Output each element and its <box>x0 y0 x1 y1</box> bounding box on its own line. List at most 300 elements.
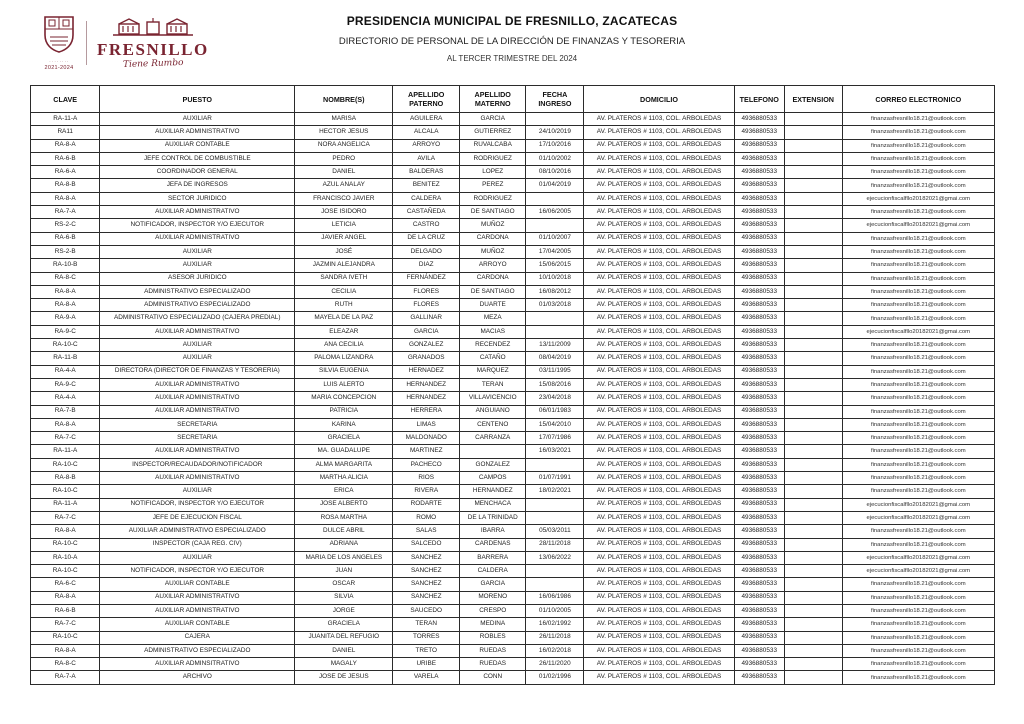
cell-extension <box>784 206 842 219</box>
cell-domicilio: AV. PLATEROS # 1103, COL. ARBOLEDAS <box>584 578 734 591</box>
cell-nombres: LETICIA <box>295 219 393 232</box>
cell-fecha-ingreso: 01/10/2005 <box>526 604 584 617</box>
cell-correo-electronico: finanzasfresnillo18.21@outlook.com <box>842 445 994 458</box>
cell-clave: RA-8-A <box>31 139 100 152</box>
cell-apellido-paterno: MALDONADO <box>393 432 460 445</box>
cell-fecha-ingreso: 16/06/2005 <box>526 206 584 219</box>
cell-domicilio: AV. PLATEROS # 1103, COL. ARBOLEDAS <box>584 458 734 471</box>
cell-clave: RA-8-A <box>31 192 100 205</box>
table-row <box>31 565 995 578</box>
cell-telefono: 4936880533 <box>734 206 784 219</box>
cell-correo-electronico: finanzasfresnillo18.21@outlook.com <box>842 312 994 325</box>
cell-puesto: JEFE CONTROL DE COMBUSTIBLE <box>100 152 295 165</box>
cell-domicilio: AV. PLATEROS # 1103, COL. ARBOLEDAS <box>584 166 734 179</box>
cell-apellido-materno: RUEDAS <box>459 658 526 671</box>
cell-fecha-ingreso: 26/11/2018 <box>526 631 584 644</box>
table-row <box>31 179 995 192</box>
table-row <box>31 378 995 391</box>
cell-apellido-materno: RUVALCABA <box>459 139 526 152</box>
table-row <box>31 578 995 591</box>
cell-fecha-ingreso: 24/10/2019 <box>526 126 584 139</box>
cell-apellido-materno: DE LA TRINIDAD <box>459 511 526 524</box>
cell-extension <box>784 365 842 378</box>
cell-puesto: ADMINISTRATIVO ESPECIALIZADO <box>100 299 295 312</box>
cell-telefono: 4936880533 <box>734 631 784 644</box>
table-row <box>31 312 995 325</box>
cell-domicilio: AV. PLATEROS # 1103, COL. ARBOLEDAS <box>584 472 734 485</box>
cell-extension <box>784 113 842 126</box>
cell-fecha-ingreso: 08/10/2016 <box>526 166 584 179</box>
cell-correo-electronico: ejecucionfiscalfllo20182021@gmai.com <box>842 219 994 232</box>
cell-clave: RA-8-A <box>31 418 100 431</box>
cell-fecha-ingreso: 13/11/2009 <box>526 339 584 352</box>
cell-correo-electronico: finanzasfresnillo18.21@outlook.com <box>842 245 994 258</box>
cell-correo-electronico: finanzasfresnillo18.21@outlook.com <box>842 578 994 591</box>
cell-extension <box>784 445 842 458</box>
cell-correo-electronico: finanzasfresnillo18.21@outlook.com <box>842 139 994 152</box>
cell-correo-electronico: finanzasfresnillo18.21@outlook.com <box>842 365 994 378</box>
cell-extension <box>784 658 842 671</box>
cell-apellido-materno: MUÑOZ <box>459 219 526 232</box>
cell-domicilio: AV. PLATEROS # 1103, COL. ARBOLEDAS <box>584 312 734 325</box>
cell-puesto: AUXILIAR ADMINISTRATIVO <box>100 445 295 458</box>
cell-nombres: MAYELA DE LA PAZ <box>295 312 393 325</box>
cell-apellido-paterno: PACHECO <box>393 458 460 471</box>
cell-extension <box>784 485 842 498</box>
cell-telefono: 4936880533 <box>734 245 784 258</box>
table-header <box>31 86 995 113</box>
cell-apellido-paterno: HERNANDEZ <box>393 392 460 405</box>
cell-apellido-paterno: GALLINAR <box>393 312 460 325</box>
cell-fecha-ingreso: 05/03/2011 <box>526 525 584 538</box>
cell-puesto: AUXILIAR ADMINISTRATIVO <box>100 206 295 219</box>
cell-telefono: 4936880533 <box>734 378 784 391</box>
cell-puesto: CAJERA <box>100 631 295 644</box>
cell-apellido-paterno: ROMO <box>393 511 460 524</box>
cell-puesto: AUXILIAR <box>100 551 295 564</box>
cell-apellido-materno: ANGUIANO <box>459 405 526 418</box>
cell-fecha-ingreso <box>526 192 584 205</box>
cell-apellido-materno: LOPEZ <box>459 166 526 179</box>
cell-fecha-ingreso <box>526 511 584 524</box>
cell-nombres: DULCE ABRIL <box>295 525 393 538</box>
table-row <box>31 365 995 378</box>
cell-clave: RA-6-C <box>31 578 100 591</box>
cell-clave: RA-7-A <box>31 671 100 684</box>
cell-apellido-materno: MUÑOZ <box>459 245 526 258</box>
cell-fecha-ingreso: 15/04/2010 <box>526 418 584 431</box>
cell-telefono: 4936880533 <box>734 392 784 405</box>
cell-fecha-ingreso: 26/11/2020 <box>526 658 584 671</box>
cell-apellido-paterno: DELGADO <box>393 245 460 258</box>
cell-fecha-ingreso <box>526 498 584 511</box>
cell-fecha-ingreso <box>526 325 584 338</box>
cell-nombres: PALOMA LIZANDRA <box>295 352 393 365</box>
cell-fecha-ingreso: 06/01/1983 <box>526 405 584 418</box>
column-header-apellido-paterno: APELLIDO PATERNO <box>393 86 460 113</box>
cell-extension <box>784 618 842 631</box>
cell-clave: RA-4-A <box>31 392 100 405</box>
cell-domicilio: AV. PLATEROS # 1103, COL. ARBOLEDAS <box>584 299 734 312</box>
cell-extension <box>784 245 842 258</box>
cell-puesto: ADMINISTRATIVO ESPECIALIZADO <box>100 285 295 298</box>
cell-puesto: AUXILIAR ADMINISTRATIVO ESPECIALIZADO <box>100 525 295 538</box>
cell-fecha-ingreso: 17/10/2016 <box>526 139 584 152</box>
cell-domicilio: AV. PLATEROS # 1103, COL. ARBOLEDAS <box>584 245 734 258</box>
table-row <box>31 525 995 538</box>
cell-nombres: MAGALY <box>295 658 393 671</box>
cell-apellido-paterno: SANCHEZ <box>393 591 460 604</box>
cell-extension <box>784 565 842 578</box>
cell-clave: RA-6-B <box>31 604 100 617</box>
cell-apellido-paterno: FERNÁNDEZ <box>393 272 460 285</box>
cell-puesto: ARCHIVO <box>100 671 295 684</box>
cell-domicilio: AV. PLATEROS # 1103, COL. ARBOLEDAS <box>584 206 734 219</box>
table-row <box>31 432 995 445</box>
table-row <box>31 498 995 511</box>
cell-clave: RA-7-C <box>31 432 100 445</box>
cell-domicilio: AV. PLATEROS # 1103, COL. ARBOLEDAS <box>584 604 734 617</box>
cell-apellido-materno: ROBLES <box>459 631 526 644</box>
cell-extension <box>784 166 842 179</box>
cell-apellido-materno: CALDERA <box>459 565 526 578</box>
cell-telefono: 4936880533 <box>734 418 784 431</box>
cell-clave: RA-8-B <box>31 179 100 192</box>
cell-apellido-paterno: VARELA <box>393 671 460 684</box>
table-body <box>31 113 995 685</box>
cell-correo-electronico: finanzasfresnillo18.21@outlook.com <box>842 232 994 245</box>
cell-domicilio: AV. PLATEROS # 1103, COL. ARBOLEDAS <box>584 631 734 644</box>
cell-domicilio: AV. PLATEROS # 1103, COL. ARBOLEDAS <box>584 339 734 352</box>
period-label: AL TERCER TRIMESTRE DEL 2024 <box>446 54 578 63</box>
cell-fecha-ingreso: 01/07/1991 <box>526 472 584 485</box>
cell-puesto: INSPECTOR/RECAUDADOR/NOTIFICADOR <box>100 458 295 471</box>
cell-clave: RA-10-A <box>31 551 100 564</box>
cell-apellido-paterno: RIOS <box>393 472 460 485</box>
cell-apellido-materno: RODRIGUEZ <box>459 152 526 165</box>
cell-extension <box>784 511 842 524</box>
cell-domicilio: AV. PLATEROS # 1103, COL. ARBOLEDAS <box>584 432 734 445</box>
cell-apellido-materno: RODRIGUEZ <box>459 192 526 205</box>
cell-nombres: MARTHA ALICIA <box>295 472 393 485</box>
cell-apellido-paterno: RIVERA <box>393 485 460 498</box>
cell-clave: RA-11-A <box>31 445 100 458</box>
cell-telefono: 4936880533 <box>734 604 784 617</box>
cell-clave: RA-4-A <box>31 365 100 378</box>
cell-clave: RA-7-B <box>31 405 100 418</box>
cell-clave: RA-10-C <box>31 458 100 471</box>
cell-clave: RA-6-A <box>31 166 100 179</box>
cell-fecha-ingreso: 28/11/2018 <box>526 538 584 551</box>
cell-puesto: INSPECTOR (CAJA REG. CIV) <box>100 538 295 551</box>
column-header-correo-electronico: CORREO ELECTRONICO <box>842 86 994 113</box>
cell-correo-electronico: finanzasfresnillo18.21@outlook.com <box>842 352 994 365</box>
cell-correo-electronico: finanzasfresnillo18.21@outlook.com <box>842 166 994 179</box>
cell-puesto: SECTOR JURIDICO <box>100 192 295 205</box>
table-row <box>31 259 995 272</box>
cell-puesto: JEFE DE EJECUCION FISCAL <box>100 511 295 524</box>
cell-fecha-ingreso: 10/10/2018 <box>526 272 584 285</box>
cell-apellido-paterno: ALCALA <box>393 126 460 139</box>
cell-extension <box>784 285 842 298</box>
cell-apellido-materno: CAMPOS <box>459 472 526 485</box>
column-header-puesto: PUESTO <box>100 86 295 113</box>
cell-apellido-materno: GARCIA <box>459 578 526 591</box>
cell-apellido-materno: MEDINA <box>459 618 526 631</box>
cell-telefono: 4936880533 <box>734 591 784 604</box>
cell-domicilio: AV. PLATEROS # 1103, COL. ARBOLEDAS <box>584 113 734 126</box>
cell-clave: RA-9-A <box>31 312 100 325</box>
cell-correo-electronico: finanzasfresnillo18.21@outlook.com <box>842 299 994 312</box>
cell-fecha-ingreso: 16/02/2018 <box>526 644 584 657</box>
cell-apellido-paterno: BALDERAS <box>393 166 460 179</box>
table-row <box>31 113 995 126</box>
cell-fecha-ingreso: 23/04/2018 <box>526 392 584 405</box>
cell-apellido-materno: RECENDEZ <box>459 339 526 352</box>
cell-nombres: JUANITA DEL REFUGIO <box>295 631 393 644</box>
cell-extension <box>784 671 842 684</box>
cell-puesto: NOTIFICADOR, INSPECTOR Y/O EJECUTOR <box>100 498 295 511</box>
cell-domicilio: AV. PLATEROS # 1103, COL. ARBOLEDAS <box>584 618 734 631</box>
cell-telefono: 4936880533 <box>734 658 784 671</box>
table-row <box>31 538 995 551</box>
cell-clave: RA-8-A <box>31 299 100 312</box>
cell-extension <box>784 472 842 485</box>
cell-apellido-materno: MACIAS <box>459 325 526 338</box>
cell-extension <box>784 352 842 365</box>
cell-domicilio: AV. PLATEROS # 1103, COL. ARBOLEDAS <box>584 378 734 391</box>
cell-fecha-ingreso: 03/11/1995 <box>526 365 584 378</box>
cell-extension <box>784 538 842 551</box>
cell-apellido-paterno: HERNADEZ <box>393 365 460 378</box>
cell-puesto: AUXILIAR <box>100 245 295 258</box>
document-header <box>0 14 1024 63</box>
cell-correo-electronico: finanzasfresnillo18.21@outlook.com <box>842 618 994 631</box>
cell-telefono: 4936880533 <box>734 339 784 352</box>
cell-fecha-ingreso: 16/02/1992 <box>526 618 584 631</box>
cell-correo-electronico: finanzasfresnillo18.21@outlook.com <box>842 525 994 538</box>
cell-domicilio: AV. PLATEROS # 1103, COL. ARBOLEDAS <box>584 671 734 684</box>
cell-fecha-ingreso: 13/06/2022 <box>526 551 584 564</box>
cell-extension <box>784 325 842 338</box>
page-subtitle: DIRECTORIO DE PERSONAL DE LA DIRECCIÓN DE FINANZAS Y TESORERIA <box>338 36 686 47</box>
cell-correo-electronico: finanzasfresnillo18.21@outlook.com <box>842 206 994 219</box>
cell-nombres: ELEAZAR <box>295 325 393 338</box>
cell-nombres: DANIEL <box>295 166 393 179</box>
cell-nombres: GRACIELA <box>295 432 393 445</box>
cell-extension <box>784 578 842 591</box>
cell-telefono: 4936880533 <box>734 498 784 511</box>
cell-nombres: JOSE ISIDORO <box>295 206 393 219</box>
brand-name: FRESNILLO <box>97 39 209 59</box>
cell-clave: RA-6-B <box>31 152 100 165</box>
cell-apellido-paterno: GARCIA <box>393 325 460 338</box>
cell-apellido-materno: CENTENO <box>459 418 526 431</box>
table-row <box>31 299 995 312</box>
cell-correo-electronico: ejecucionfiscalfllo20182021@gmai.com <box>842 551 994 564</box>
cell-puesto: SECRETARIA <box>100 418 295 431</box>
cell-apellido-materno: HERNANDEZ <box>459 485 526 498</box>
cell-telefono: 4936880533 <box>734 352 784 365</box>
header-row <box>31 86 995 113</box>
cell-nombres: MARISA <box>295 113 393 126</box>
cell-correo-electronico: finanzasfresnillo18.21@outlook.com <box>842 378 994 391</box>
cell-correo-electronico: finanzasfresnillo18.21@outlook.com <box>842 658 994 671</box>
cell-apellido-materno: CRESPO <box>459 604 526 617</box>
cell-apellido-materno: CARDONA <box>459 232 526 245</box>
cell-nombres: NORA ANGELICA <box>295 139 393 152</box>
cell-extension <box>784 378 842 391</box>
cell-fecha-ingreso: 15/08/2016 <box>526 378 584 391</box>
cell-domicilio: AV. PLATEROS # 1103, COL. ARBOLEDAS <box>584 525 734 538</box>
column-header-nombres: NOMBRE(S) <box>295 86 393 113</box>
cell-correo-electronico: finanzasfresnillo18.21@outlook.com <box>842 472 994 485</box>
cell-clave: RA-10-B <box>31 259 100 272</box>
cell-puesto: AUXILIAR ADMINISTRATIVO <box>100 378 295 391</box>
cell-correo-electronico: finanzasfresnillo18.21@outlook.com <box>842 285 994 298</box>
cell-puesto: AUXILIAR CONTABLE <box>100 139 295 152</box>
cell-fecha-ingreso: 17/04/2005 <box>526 245 584 258</box>
cell-extension <box>784 631 842 644</box>
cell-domicilio: AV. PLATEROS # 1103, COL. ARBOLEDAS <box>584 219 734 232</box>
cell-correo-electronico: ejecucionfiscalfllo20182021@gmai.com <box>842 498 994 511</box>
table-row <box>31 339 995 352</box>
cell-fecha-ingreso <box>526 219 584 232</box>
cell-clave: RA-7-A <box>31 206 100 219</box>
cell-extension <box>784 152 842 165</box>
cell-correo-electronico: finanzasfresnillo18.21@outlook.com <box>842 671 994 684</box>
cell-puesto: AUXILIAR ADMINISTRATIVO <box>100 405 295 418</box>
cell-nombres: CECILIA <box>295 285 393 298</box>
cell-telefono: 4936880533 <box>734 192 784 205</box>
cell-apellido-paterno: SALAS <box>393 525 460 538</box>
cell-clave: RS-2-C <box>31 219 100 232</box>
cell-nombres: JOSE DE JESUS <box>295 671 393 684</box>
cell-telefono: 4936880533 <box>734 405 784 418</box>
cell-fecha-ingreso: 01/10/2007 <box>526 232 584 245</box>
cell-correo-electronico: finanzasfresnillo18.21@outlook.com <box>842 485 994 498</box>
cell-nombres: JOSÉ <box>295 245 393 258</box>
cell-fecha-ingreso: 01/10/2002 <box>526 152 584 165</box>
cell-puesto: AUXILIAR <box>100 259 295 272</box>
cell-domicilio: AV. PLATEROS # 1103, COL. ARBOLEDAS <box>584 272 734 285</box>
cell-correo-electronico: finanzasfresnillo18.21@outlook.com <box>842 644 994 657</box>
cell-domicilio: AV. PLATEROS # 1103, COL. ARBOLEDAS <box>584 192 734 205</box>
column-header-fecha-ingreso: FECHA INGRESO <box>526 86 584 113</box>
cell-nombres: ANA CECILIA <box>295 339 393 352</box>
cell-telefono: 4936880533 <box>734 272 784 285</box>
cell-apellido-paterno: FLORES <box>393 299 460 312</box>
table-row <box>31 139 995 152</box>
table-row <box>31 644 995 657</box>
cell-puesto: AUXILIAR <box>100 352 295 365</box>
cell-telefono: 4936880533 <box>734 578 784 591</box>
table-row <box>31 392 995 405</box>
cell-extension <box>784 259 842 272</box>
cell-telefono: 4936880533 <box>734 618 784 631</box>
cell-extension <box>784 232 842 245</box>
cell-telefono: 4936880533 <box>734 432 784 445</box>
cell-extension <box>784 392 842 405</box>
table-row <box>31 472 995 485</box>
cell-extension <box>784 405 842 418</box>
cell-nombres: SILVIA EUGENIA <box>295 365 393 378</box>
cell-apellido-paterno: ARROYO <box>393 139 460 152</box>
brand-slogan: Tiene Rumbo <box>122 57 184 70</box>
cell-apellido-paterno: TERAN <box>393 618 460 631</box>
cell-nombres: OSCAR <box>295 578 393 591</box>
cell-extension <box>784 432 842 445</box>
cell-telefono: 4936880533 <box>734 312 784 325</box>
cell-clave: RA-8-A <box>31 525 100 538</box>
page-title: PRESIDENCIA MUNICIPAL DE FRESNILLO, ZACATECAS <box>346 14 678 28</box>
cell-clave: RA-6-B <box>31 232 100 245</box>
cell-apellido-materno: RUEDAS <box>459 644 526 657</box>
cell-correo-electronico: finanzasfresnillo18.21@outlook.com <box>842 339 994 352</box>
cell-apellido-paterno: BENITEZ <box>393 179 460 192</box>
cell-clave: RA-10-C <box>31 339 100 352</box>
table-row <box>31 219 995 232</box>
cell-extension <box>784 312 842 325</box>
cell-correo-electronico: ejecucionfiscalfllo20182021@gmai.com <box>842 192 994 205</box>
cell-clave: RA-8-C <box>31 272 100 285</box>
cell-apellido-paterno: CALDERA <box>393 192 460 205</box>
cell-apellido-materno: ARROYO <box>459 259 526 272</box>
cell-apellido-materno: CARDENAS <box>459 538 526 551</box>
cell-correo-electronico: finanzasfresnillo18.21@outlook.com <box>842 405 994 418</box>
cell-nombres: ALMA MARGARITA <box>295 458 393 471</box>
cell-apellido-paterno: SANCHEZ <box>393 551 460 564</box>
cell-domicilio: AV. PLATEROS # 1103, COL. ARBOLEDAS <box>584 498 734 511</box>
personnel-directory-table <box>30 85 995 685</box>
cell-telefono: 4936880533 <box>734 445 784 458</box>
cell-domicilio: AV. PLATEROS # 1103, COL. ARBOLEDAS <box>584 259 734 272</box>
cell-correo-electronico: ejecucionfiscalfllo20182021@gmai.com <box>842 565 994 578</box>
cell-telefono: 4936880533 <box>734 644 784 657</box>
cell-correo-electronico: finanzasfresnillo18.21@outlook.com <box>842 458 994 471</box>
cell-fecha-ingreso <box>526 578 584 591</box>
cell-nombres: MA. GUADALUPE <box>295 445 393 458</box>
table-row <box>31 445 995 458</box>
cell-apellido-paterno: SANCHEZ <box>393 578 460 591</box>
cell-telefono: 4936880533 <box>734 472 784 485</box>
cell-telefono: 4936880533 <box>734 485 784 498</box>
cell-telefono: 4936880533 <box>734 551 784 564</box>
cell-correo-electronico: finanzasfresnillo18.21@outlook.com <box>842 631 994 644</box>
cell-clave: RA-11-B <box>31 352 100 365</box>
cell-correo-electronico: finanzasfresnillo18.21@outlook.com <box>842 432 994 445</box>
table-row <box>31 352 995 365</box>
cell-telefono: 4936880533 <box>734 285 784 298</box>
cell-puesto: AUXILIAR <box>100 339 295 352</box>
cell-puesto: JEFA DE INGRESOS <box>100 179 295 192</box>
cell-domicilio: AV. PLATEROS # 1103, COL. ARBOLEDAS <box>584 658 734 671</box>
table-row <box>31 285 995 298</box>
cell-nombres: SILVIA <box>295 591 393 604</box>
cell-puesto: AUXILIAR ADMINISTRATIVO <box>100 126 295 139</box>
cell-apellido-materno: GONZALEZ <box>459 458 526 471</box>
cell-apellido-paterno: SAUCEDO <box>393 604 460 617</box>
cell-apellido-materno: GARCIA <box>459 113 526 126</box>
cell-clave: RS-2-B <box>31 245 100 258</box>
table-row <box>31 658 995 671</box>
cell-puesto: AUXILIAR CONTABLE <box>100 578 295 591</box>
table-row <box>31 618 995 631</box>
column-header-telefono: TELEFONO <box>734 86 784 113</box>
cell-puesto: ADMINISTRATIVO ESPECIALIZADO <box>100 644 295 657</box>
cell-extension <box>784 525 842 538</box>
column-header-domicilio: DOMICILIO <box>584 86 734 113</box>
